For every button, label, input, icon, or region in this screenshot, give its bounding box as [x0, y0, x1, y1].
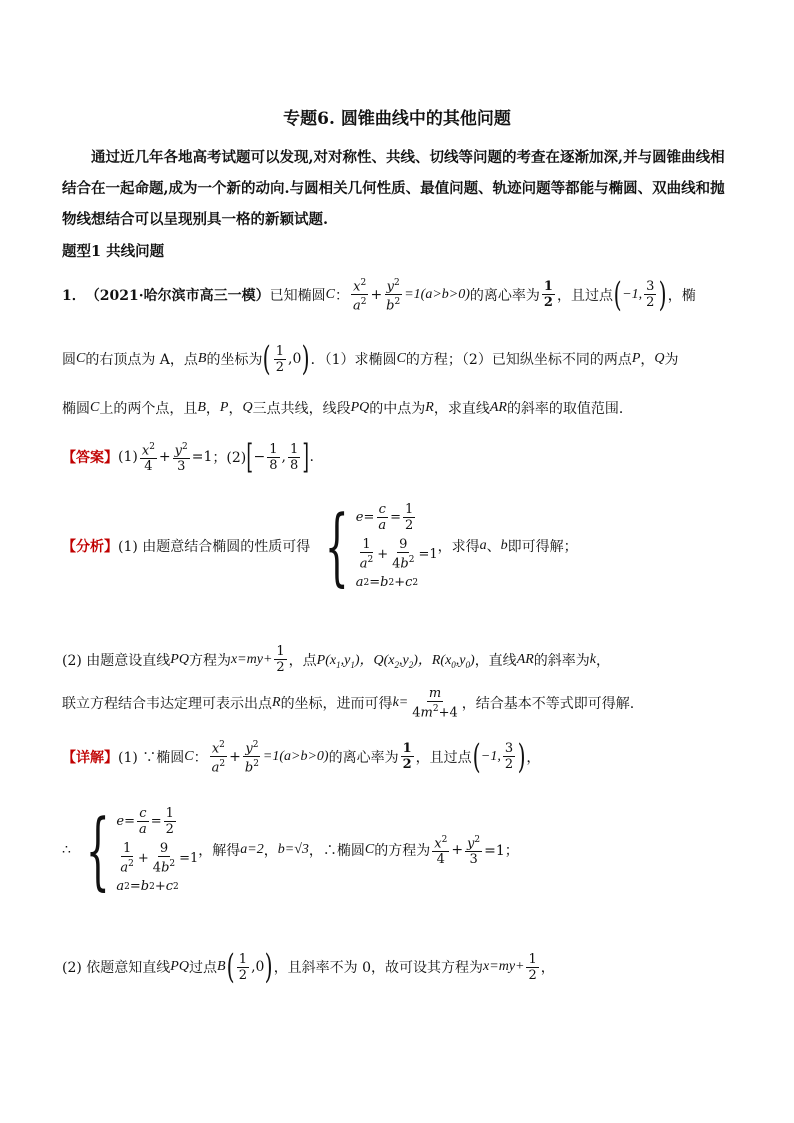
section-heading: 题型1 共线问题: [62, 243, 165, 260]
equation-system-2: { e = $\frac{c}{a}$ = $\frac{1}{2}$ $\frac{1}{a^2}$ + $\frac{9}{4b^2}$ =1 a 2 = b 2 + c 2: [85, 801, 199, 900]
analysis-line-3: 联立方程结合韦达定理可表示出点 R 的坐标，进而可得 k= $\frac{m}{4m^2+4}$ ，结合基本不等式即可得解.: [62, 686, 635, 721]
problem-line-3: 椭圆 C 上的两个点，且 B ， P ， Q 三点共线，线段 PQ 的中点为 R ，求直线 AR 的斜率的取值范围．: [62, 400, 633, 417]
detail-line-2: ∴ { e = $\frac{c}{a}$ = $\frac{1}{2}$ $\frac{1}{a^2}$ + $\frac{9}{4b^2}$ =1 a 2 = b 2 + c 2 ，解得 a=2 ， b=√3 ，∴椭圆 C 的方程为 $\frac{x^2}{4}$ + $\frac{y^2}{3}$ =1；: [62, 801, 519, 900]
answer-line: 【答案】 (1) $\frac{x^2}{4}$ + $\frac{y^2}{3}$ =1 ；(2) [ − $\frac{1}{8}$ , $\frac{1}{8}$ ] .: [62, 437, 314, 478]
problem-line-1: 1． （2021·哈尔滨市高三一模） 已知椭圆 C ： $\frac{x^2}{a^2}$ + $\frac{y^2}{b^2}$ =1(a>b>0) 的离心率为 $\frac{1}{2}$ ，且过点 ( −1, $\frac{3}{2}$ ) ，椭: [62, 274, 696, 315]
intro-paragraph: 通过近几年各地高考试题可以发现,对对称性、共线、切线等问题的考查在逐渐加深,并与圆锥曲线相结合在一起命题,成为一个新的动向.与圆相关几何性质、最值问题、轨迹问题等都能与椭圆、双曲线和抛物线想结合可以呈现别具一格的新颖试题.: [62, 149, 725, 228]
analysis-line-1: 【分析】 (1) 由题意结合椭圆的性质可得 { e = $\frac{c}{a}$ = $\frac{1}{2}$ $\frac{1}{a^2}$ + $\frac{9}{4b^2}$ =1 a 2 = b 2 + c 2 ，求得 a 、 b 即可得解；: [62, 497, 578, 596]
page-title: 专题6. 圆锥曲线中的其他问题: [283, 109, 511, 129]
problem-line-2: 圆 C 的右顶点为 A，点 B 的坐标为 ( $\frac{1}{2}$ ,0 ) ．（1）求椭圆 C 的方程；（2）已知纵坐标不同的两点 P ， Q 为: [62, 339, 679, 379]
equation-system: { e = $\frac{c}{a}$ = $\frac{1}{2}$ $\frac{1}{a^2}$ + $\frac{9}{4b^2}$ =1 a 2 = b 2 + c 2: [324, 497, 438, 596]
detail-line-3: (2) 依题意知直线 PQ 过点 B ( $\frac{1}{2}$ ,0 ) ，且斜率不为 0，故可设其方程为 x=my+ $\frac{1}{2}$ ，: [62, 947, 555, 987]
analysis-line-2: (2) 由题意设直线 PQ 方程为 x=my+ $\frac{1}{2}$ ，点 $P(x_1,y_1)$，$Q(x_2,y_2)$，$R(x_0,y_0)$ ，直线 AR 的斜率为 k ，: [62, 644, 611, 675]
detail-line-1: 【详解】 (1) ∵椭圆 C ： $\frac{x^2}{a^2}$ + $\frac{y^2}{b^2}$ =1(a>b>0) 的离心率为 $\frac{1}{2}$ ，且过点 ( −1, $\frac{3}{2}$ ) ，: [62, 736, 541, 777]
